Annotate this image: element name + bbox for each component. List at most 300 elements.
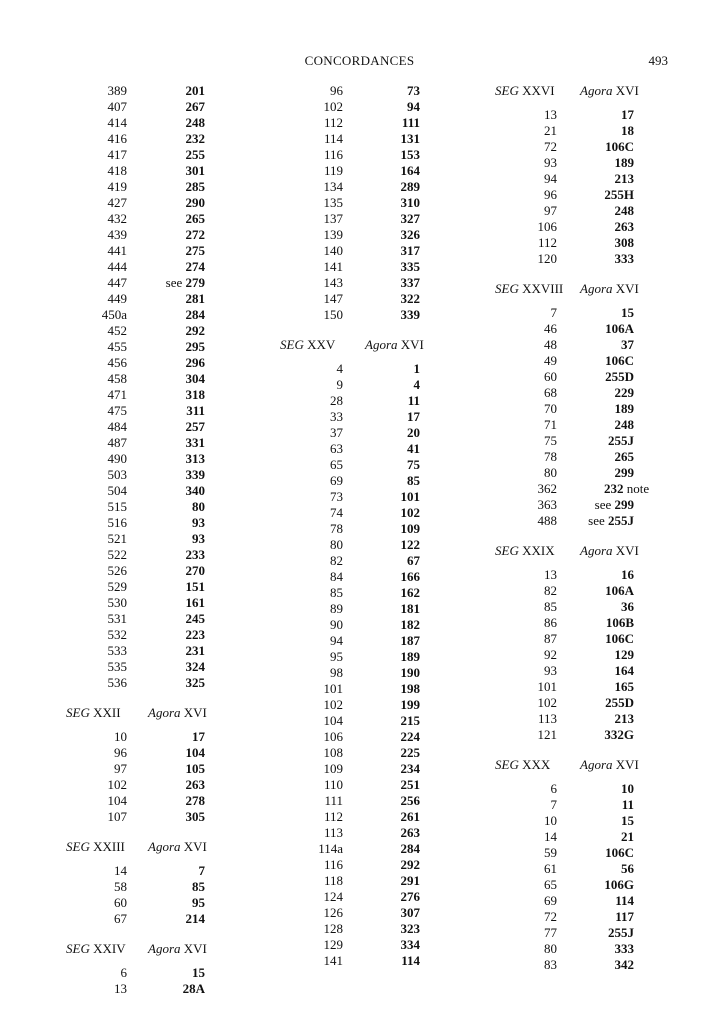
target-number (490, 305, 634, 321)
source-number: 65 (544, 877, 557, 892)
target-value: 15 (621, 813, 634, 828)
source-number: 107 (107, 809, 127, 824)
concordance-row (60, 99, 220, 115)
target-value: 190 (400, 665, 420, 680)
target-value: 290 (185, 195, 205, 210)
source-number: 14 (114, 863, 127, 878)
concordance-row (60, 981, 220, 997)
source-number: 112 (537, 235, 557, 250)
concordance-row (280, 953, 420, 969)
source-number: 7 (550, 797, 557, 812)
source-number: 363 (537, 497, 557, 512)
target-number (280, 553, 420, 569)
concordance-row (280, 489, 420, 505)
source-number: 427 (107, 195, 127, 210)
concordance-column-3 (490, 83, 650, 973)
concordance-row (280, 361, 420, 377)
target-number (490, 433, 634, 449)
series-volume: XXIII (93, 839, 125, 854)
target-number (490, 781, 634, 797)
concordance-row (280, 777, 420, 793)
source-label (280, 337, 335, 353)
target-value: 276 (400, 889, 420, 904)
source-number: 85 (544, 599, 557, 614)
source-number: 61 (544, 861, 557, 876)
series-volume: XXIX (522, 543, 555, 558)
target-value: 289 (400, 179, 420, 194)
source-number: 432 (107, 211, 127, 226)
concordance-row (60, 965, 220, 981)
source-number: 78 (330, 521, 343, 536)
concordance-row (60, 863, 220, 879)
target-number (280, 211, 420, 227)
concordance-row (280, 841, 420, 857)
source-number: 362 (537, 481, 557, 496)
concordance-row (490, 781, 650, 797)
source-number: 488 (537, 513, 557, 528)
target-number (490, 401, 634, 417)
target-number (60, 99, 205, 115)
concordance-row (280, 553, 420, 569)
target-value: 337 (400, 275, 420, 290)
target-number (60, 659, 205, 675)
source-number: 13 (114, 981, 127, 996)
target-value: 333 (614, 251, 634, 266)
source-number: 532 (107, 627, 127, 642)
concordance-row (60, 83, 220, 99)
target-value: 255H (604, 187, 634, 202)
target-value: 333 (614, 941, 634, 956)
target-number (490, 513, 634, 529)
section-header (280, 337, 424, 353)
target-value: 16 (621, 567, 634, 582)
target-number (280, 617, 420, 633)
target-number (490, 353, 634, 369)
target-number (490, 107, 634, 123)
target-value: 214 (185, 911, 205, 926)
target-value: 332G (604, 727, 634, 742)
block-spacer (60, 691, 220, 705)
target-value: 304 (185, 371, 205, 386)
concordance-row (60, 387, 220, 403)
concordance-row (490, 925, 650, 941)
series-name: SEG (66, 839, 90, 854)
concordance-row (490, 893, 650, 909)
source-number: 129 (323, 937, 343, 952)
target-number (280, 179, 420, 195)
concordance-row (280, 665, 420, 681)
concordance-row (280, 937, 420, 953)
reference-volume: XVI (183, 705, 207, 720)
target-number (60, 163, 205, 179)
target-number (280, 227, 420, 243)
target-value: 281 (185, 291, 205, 306)
concordance-row (280, 83, 420, 99)
target-number (280, 163, 420, 179)
source-number: 4 (336, 361, 343, 376)
concordance-row (490, 449, 650, 465)
concordance-row (280, 99, 420, 115)
target-number (60, 981, 205, 997)
source-number: 137 (323, 211, 343, 226)
target-value: 340 (185, 483, 205, 498)
concordance-row (60, 579, 220, 595)
source-number: 106 (537, 219, 557, 234)
concordance-row (490, 251, 650, 267)
target-label (580, 281, 639, 297)
target-number (60, 291, 205, 307)
concordance-row (60, 131, 220, 147)
concordance-row (280, 793, 420, 809)
target-value: 263 (614, 219, 634, 234)
target-number (280, 953, 420, 969)
target-label (580, 543, 639, 559)
target-number (60, 595, 205, 611)
series-volume: XXIV (93, 941, 126, 956)
source-number: 108 (323, 745, 343, 760)
concordance-row (280, 227, 420, 243)
source-number: 109 (323, 761, 343, 776)
concordance-row (490, 155, 650, 171)
target-label (148, 705, 207, 721)
target-number (490, 797, 634, 813)
source-number: 452 (107, 323, 127, 338)
concordance-row (490, 797, 650, 813)
series-name: SEG (66, 705, 90, 720)
series-name: SEG (495, 757, 519, 772)
source-number: 504 (107, 483, 127, 498)
concordance-row (60, 179, 220, 195)
concordance-row (280, 697, 420, 713)
source-number: 77 (544, 925, 557, 940)
target-value: 339 (185, 467, 205, 482)
concordance-column-1 (60, 83, 220, 997)
target-number (60, 243, 205, 259)
section-header (490, 757, 650, 773)
target-value: 104 (185, 745, 205, 760)
target-value: 122 (400, 537, 420, 552)
target-value: 199 (400, 697, 420, 712)
concordance-row (60, 777, 220, 793)
source-number: 113 (537, 711, 557, 726)
target-number (490, 813, 634, 829)
concordance-row (60, 147, 220, 163)
target-value: 85 (192, 879, 205, 894)
target-value: 334 (400, 937, 420, 952)
target-value: 37 (621, 337, 634, 352)
header-spacer (490, 297, 650, 305)
target-value: 18 (621, 123, 634, 138)
target-number (490, 219, 634, 235)
target-value: 292 (400, 857, 420, 872)
see-prefix: see (588, 513, 608, 528)
target-value: 17 (407, 409, 420, 424)
target-value: 17 (621, 107, 634, 122)
concordance-row (490, 401, 650, 417)
target-label (148, 839, 207, 855)
concordance-row (280, 243, 420, 259)
target-value: 261 (400, 809, 420, 824)
target-number (280, 377, 420, 393)
concordance-row (60, 403, 220, 419)
concordance-row (280, 825, 420, 841)
source-number: 97 (114, 761, 127, 776)
target-value: 165 (614, 679, 634, 694)
target-number (280, 681, 420, 697)
target-value: 21 (621, 829, 634, 844)
target-number (490, 123, 634, 139)
target-value: 67 (407, 553, 420, 568)
concordance-row (490, 369, 650, 385)
source-number: 96 (544, 187, 557, 202)
source-number: 417 (107, 147, 127, 162)
header-spacer (490, 773, 650, 781)
concordance-row (280, 681, 420, 697)
source-number: 389 (107, 83, 127, 98)
concordance-row (490, 321, 650, 337)
target-value: 213 (614, 711, 634, 726)
source-number: 90 (330, 617, 343, 632)
target-number (490, 845, 634, 861)
source-number: 70 (544, 401, 557, 416)
target-number (60, 387, 205, 403)
source-number: 101 (323, 681, 343, 696)
target-number (280, 275, 420, 291)
source-number: 124 (323, 889, 343, 904)
target-number (490, 727, 634, 743)
source-number: 112 (323, 809, 343, 824)
target-value: 1 (413, 361, 420, 376)
concordance-row (60, 355, 220, 371)
concordance-row (280, 307, 420, 323)
target-number (60, 115, 205, 131)
target-value: 93 (192, 515, 205, 530)
source-number: 10 (544, 813, 557, 828)
target-value: 182 (400, 617, 420, 632)
target-number (280, 745, 420, 761)
source-number: 48 (544, 337, 557, 352)
concordance-row (490, 235, 650, 251)
concordance-row (60, 879, 220, 895)
concordance-row (490, 385, 650, 401)
target-value: 324 (185, 659, 205, 674)
target-value: 248 (614, 203, 634, 218)
concordance-row (280, 617, 420, 633)
target-value: 311 (186, 403, 205, 418)
target-value: 342 (614, 957, 634, 972)
target-value: 106C (605, 631, 634, 646)
target-number (490, 465, 634, 481)
concordance-row (490, 845, 650, 861)
target-value: 109 (400, 521, 420, 536)
target-value: 223 (185, 627, 205, 642)
source-number: 60 (114, 895, 127, 910)
source-number: 75 (544, 433, 557, 448)
concordance-row (490, 203, 650, 219)
source-number: 96 (114, 745, 127, 760)
series-volume: XXX (522, 757, 551, 772)
target-value: 318 (185, 387, 205, 402)
concordance-row (280, 457, 420, 473)
block-spacer (280, 323, 420, 337)
target-number (280, 793, 420, 809)
source-number: 6 (120, 965, 127, 980)
target-number (280, 729, 420, 745)
target-number (280, 937, 420, 953)
concordance-row (60, 531, 220, 547)
concordance-row (280, 393, 420, 409)
source-number: 530 (107, 595, 127, 610)
concordance-row (280, 259, 420, 275)
source-number: 93 (544, 155, 557, 170)
concordance-row (280, 713, 420, 729)
concordance-row (280, 729, 420, 745)
target-number (490, 385, 634, 401)
source-number: 94 (330, 633, 343, 648)
target-number (60, 879, 205, 895)
concordance-row (60, 483, 220, 499)
source-number: 419 (107, 179, 127, 194)
series-name: SEG (495, 543, 519, 558)
source-number: 114 (323, 131, 343, 146)
concordance-row (490, 305, 650, 321)
concordance-row (60, 259, 220, 275)
target-number (490, 369, 634, 385)
reference-volume: XVI (400, 337, 424, 352)
target-number (490, 893, 634, 909)
concordance-row (280, 131, 420, 147)
concordance-row (490, 861, 650, 877)
source-number: 407 (107, 99, 127, 114)
source-number: 150 (323, 307, 343, 322)
source-number: 114a (318, 841, 343, 856)
target-number (60, 195, 205, 211)
reference-volume: XVI (615, 281, 639, 296)
target-number (490, 941, 634, 957)
target-number (490, 877, 634, 893)
source-number: 526 (107, 563, 127, 578)
source-number: 471 (107, 387, 127, 402)
source-label (495, 543, 555, 559)
concordance-row (280, 873, 420, 889)
target-value: 164 (400, 163, 420, 178)
source-number: 515 (107, 499, 127, 514)
target-value: 80 (192, 499, 205, 514)
concordance-row (490, 909, 650, 925)
series-name: SEG (495, 281, 519, 296)
source-number: 10 (114, 729, 127, 744)
source-number: 74 (330, 505, 343, 520)
source-number: 140 (323, 243, 343, 258)
concordance-row (490, 481, 650, 497)
source-number: 522 (107, 547, 127, 562)
target-value: 232 (604, 481, 624, 496)
source-number: 96 (330, 83, 343, 98)
source-number: 113 (323, 825, 343, 840)
source-number: 93 (544, 663, 557, 678)
concordance-row (60, 611, 220, 627)
target-value: 231 (185, 643, 205, 658)
reference-volume: XVI (183, 941, 207, 956)
target-number (280, 473, 420, 489)
reference-name: Agora (148, 839, 181, 854)
concordance-row (60, 291, 220, 307)
concordance-row (280, 905, 420, 921)
source-number: 98 (330, 665, 343, 680)
source-number: 69 (330, 473, 343, 488)
source-number: 531 (107, 611, 127, 626)
reference-name: Agora (148, 941, 181, 956)
concordance-row (60, 243, 220, 259)
block-spacer (60, 927, 220, 941)
concordance-row (280, 409, 420, 425)
source-number: 46 (544, 321, 557, 336)
source-number: 106 (323, 729, 343, 744)
target-value: 232 (185, 131, 205, 146)
source-number: 112 (323, 115, 343, 130)
concordance-row (490, 647, 650, 663)
target-number (490, 711, 634, 727)
target-value: 310 (400, 195, 420, 210)
concordance-row (60, 227, 220, 243)
target-value: 248 (614, 417, 634, 432)
section-header (60, 705, 220, 721)
header-spacer (60, 957, 220, 965)
source-number: 94 (544, 171, 557, 186)
source-label (495, 281, 563, 297)
concordance-row (490, 813, 650, 829)
target-value: 36 (621, 599, 634, 614)
target-value: 10 (621, 781, 634, 796)
concordance-row (280, 521, 420, 537)
target-number (490, 139, 634, 155)
source-number: 111 (324, 793, 343, 808)
target-value: 322 (400, 291, 420, 306)
source-number: 92 (544, 647, 557, 662)
concordance-row (280, 761, 420, 777)
target-number (280, 537, 420, 553)
target-number (60, 729, 205, 745)
target-number (280, 601, 420, 617)
target-number (60, 675, 205, 691)
source-number: 102 (537, 695, 557, 710)
target-number (60, 809, 205, 825)
target-number (280, 873, 420, 889)
concordance-row (60, 467, 220, 483)
target-number (280, 131, 420, 147)
target-value: 278 (185, 793, 205, 808)
target-value: 284 (185, 307, 205, 322)
target-number (60, 355, 205, 371)
concordance-row (60, 115, 220, 131)
target-value: 274 (185, 259, 205, 274)
source-number: 535 (107, 659, 127, 674)
source-label (495, 83, 555, 99)
target-value: 291 (400, 873, 420, 888)
source-number: 102 (107, 777, 127, 792)
source-number: 80 (544, 941, 557, 956)
target-number (280, 921, 420, 937)
target-number (490, 155, 634, 171)
concordance-row (60, 211, 220, 227)
target-value: 248 (185, 115, 205, 130)
concordance-row (490, 679, 650, 695)
target-value: 263 (400, 825, 420, 840)
page-title: CONCORDANCES (304, 53, 415, 68)
source-number: 536 (107, 675, 127, 690)
target-value: 256 (400, 793, 420, 808)
source-number: 6 (550, 781, 557, 796)
